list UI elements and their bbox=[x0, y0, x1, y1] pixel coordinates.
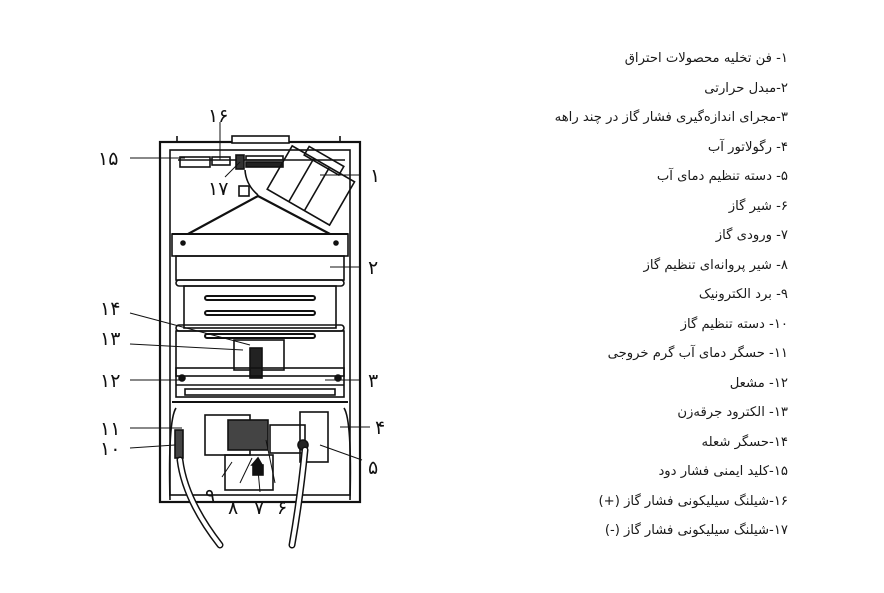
legend-item: ۵- دسته تنظیم دمای آب bbox=[656, 169, 788, 184]
callout-17: ۱۷ bbox=[208, 178, 229, 200]
legend-item: ۲-مبدل حرارتی bbox=[704, 80, 788, 96]
callout-11: ۱۱ bbox=[100, 418, 121, 440]
callout-1: ۱ bbox=[370, 165, 381, 187]
legend-item: ۱۰- دسته تنظیم گاز bbox=[680, 316, 788, 332]
callout-15: ۱۵ bbox=[98, 148, 119, 170]
legend-item: ۶- شیر گاز bbox=[728, 198, 788, 214]
legend-item: ۱۱- حسگر دمای آب گرم خروجی bbox=[607, 346, 788, 361]
callout-16: ۱۶ bbox=[208, 105, 229, 127]
legend-item: ۸- شیر پروانه‌ای تنظیم گاز bbox=[643, 257, 788, 273]
legend-item: ۴- رگولاتور آب bbox=[707, 139, 788, 155]
callout-8: ۸ bbox=[228, 497, 239, 519]
callout-4: ۴ bbox=[375, 417, 386, 439]
legend-item: ۳-مجرای اندازه‌گیری فشار گاز در چند راهه bbox=[554, 110, 788, 125]
callout-14: ۱۴ bbox=[100, 298, 121, 320]
callout-2: ۲ bbox=[368, 257, 379, 279]
legend-item: ۱۵-کلید ایمنی فشار دود bbox=[658, 464, 788, 479]
legend-item: ۷- ورودی گاز bbox=[715, 228, 788, 243]
callout-13: ۱۳ bbox=[100, 328, 121, 350]
legend-item: ۱۲- مشعل bbox=[729, 375, 788, 391]
component-legend bbox=[428, 44, 788, 546]
callout-9: ۹ bbox=[205, 485, 216, 507]
legend-item: ۱- فن تخلیه محصولات احتراق bbox=[624, 51, 788, 66]
callout-3: ۳ bbox=[368, 370, 379, 392]
legend-item: ۱۴-حسگر شعله bbox=[701, 434, 788, 450]
callout-10: ۱۰ bbox=[100, 438, 121, 460]
legend-item: ۱۳- الکترود جرقه‌زن bbox=[677, 405, 788, 420]
legend-item: ۱۷-شیلنگ سیلیکونی فشار گاز (-) bbox=[604, 523, 788, 538]
callout-5: ۵ bbox=[368, 457, 379, 479]
callout-7: ۷ bbox=[254, 497, 265, 519]
legend-item: ۹- برد الکترونیک bbox=[698, 287, 788, 302]
callout-6: ۶ bbox=[277, 497, 288, 519]
legend-item: ۱۶-شیلنگ سیلیکونی فشار گاز (+) bbox=[598, 493, 788, 509]
callout-12: ۱۲ bbox=[100, 370, 121, 392]
